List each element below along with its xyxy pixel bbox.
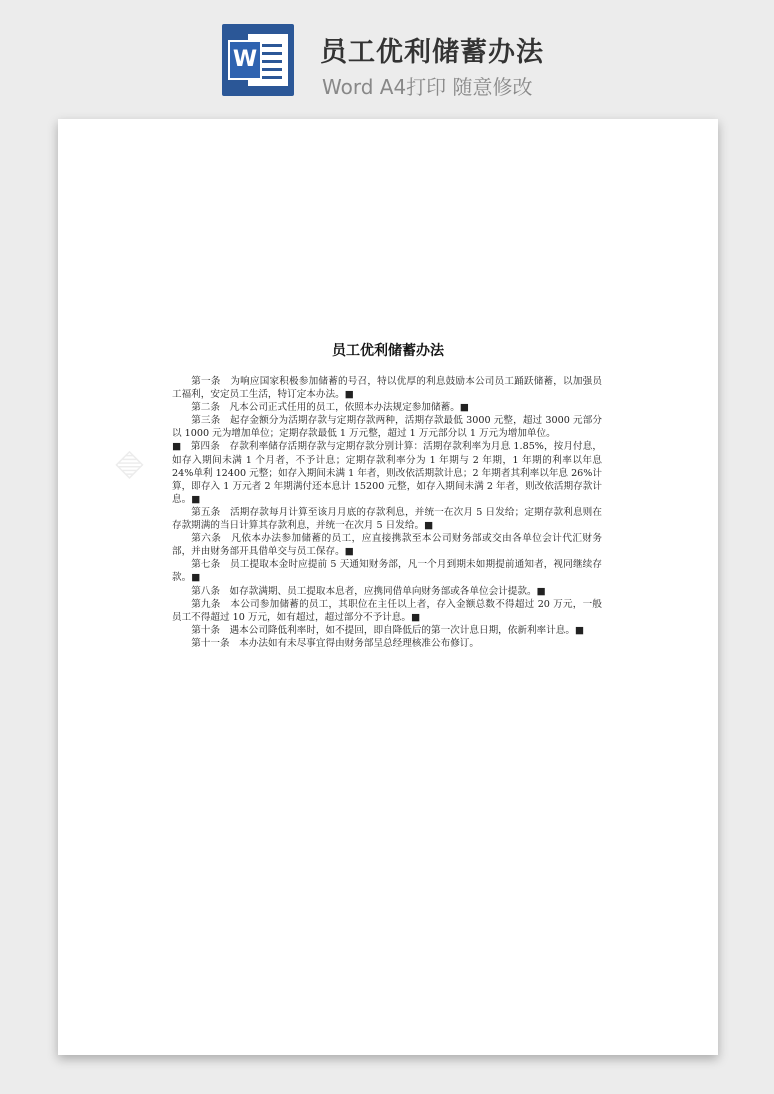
article-6: 第六条 凡依本办法参加储蓄的员工，应直接携款至本公司财务部或交由各单位会计代汇财务部，并由财务部开具借单交与员工保存。■ (172, 533, 602, 558)
article-7: 第七条 员工提取本金时应提前 5 天通知财务部，凡一个月到期未如期提前通知者，视同继续存款。■ (172, 559, 602, 584)
document-title: 员工优利储蓄办法 (332, 343, 444, 359)
word-document-icon (222, 24, 294, 96)
article-1: 第一条 为响应国家积极参加储蓄的号召，特以优厚的利息鼓励本公司员工踊跃储蓄，以加强员工福利，安定员工生活，特订定本办法。■ (172, 376, 602, 401)
article-9: 第九条 本公司参加储蓄的员工，其职位在主任以上者，存入金额总数不得超过 20 万元，一般员工不得超过 10 万元，如有超过，超过部分不予计息。■ (172, 598, 602, 623)
header-banner (0, 0, 774, 118)
banner-title: 员工优利储蓄办法 (320, 37, 544, 68)
document-page (58, 119, 718, 1055)
word-letter-badge: W (228, 40, 262, 80)
article-8: 第八条 如存款满期、员工提取本息者，应携同借单向财务部或各单位会计提款。■ (191, 585, 546, 597)
article-11: 第十一条 本办法如有未尽事宜得由财务部呈总经理核准公布修订。 (191, 637, 479, 649)
article-5: 第五条 活期存款每月计算至该月月底的存款利息，并统一在次月 5 日发给；定期存款利息则在存款期满的当日计算其存款利息，并统一在次月 5 日发给。■ (172, 506, 602, 532)
watermark-decoration: ▨ (110, 444, 150, 484)
article-4: ■ 第四条 存款利率储存活期存款与定期存款分别计算：活期存款利率为月息 1.85%，按月付息，如存入期间未满 1 个月者，不予计息；定期存款利率分为 1 年期与 2 年期，1 年期的利率以年息 24%单利 12400 元整；如存入期间未满 1 年者，则改依活期款计息；2 年期者其利率以年息 26%计算，即存入 1 万元者 2 年期满付还本息计 15200 元整，如存入期间未满 2 年者，则改依活期存款计息。■ (172, 441, 602, 505)
article-3: 第三条 起存金额分为活期存款与定期存款两种，活期存款最低 3000 元整，超过 3000 元部分以 1000 元为增加单位；定期存款最低 1 万元整，超过 1 万元部分以 1 万元为增加单位。 (172, 415, 602, 440)
article-2: 第二条 凡本公司正式任用的员工，依照本办法规定参加储蓄。■ (191, 402, 469, 414)
article-10: 第十条 遇本公司降低利率时，如不提回，即自降低后的第一次计息日期，依新利率计息。■ (191, 624, 585, 636)
document-body (172, 375, 602, 650)
banner-subtitle: Word A4打印 随意修改 (322, 75, 533, 99)
